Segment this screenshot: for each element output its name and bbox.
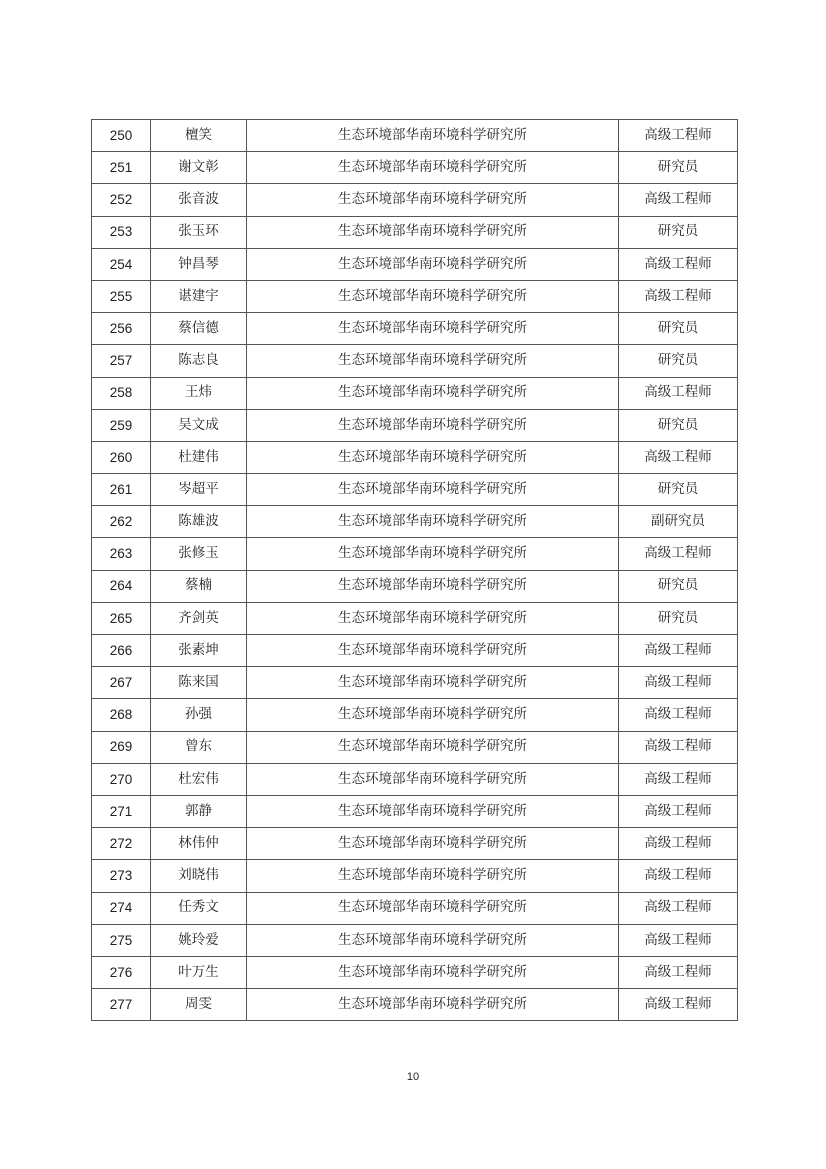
table-row (92, 538, 738, 570)
row-number: 250 (92, 120, 151, 152)
person-name: 周雯 (151, 989, 247, 1021)
row-number: 267 (92, 667, 151, 699)
professional-title: 研究员 (619, 216, 738, 248)
professional-title: 研究员 (619, 570, 738, 602)
person-name: 钟昌琴 (151, 248, 247, 280)
professional-title: 高级工程师 (619, 280, 738, 312)
table-row (92, 409, 738, 441)
professional-title: 高级工程师 (619, 441, 738, 473)
organization: 生态环境部华南环境科学研究所 (247, 667, 619, 699)
person-name: 张音波 (151, 184, 247, 216)
organization: 生态环境部华南环境科学研究所 (247, 731, 619, 763)
table-row (92, 441, 738, 473)
table-row (92, 216, 738, 248)
row-number: 268 (92, 699, 151, 731)
row-number: 272 (92, 828, 151, 860)
roster-table-body (92, 120, 738, 1021)
person-name: 曾东 (151, 731, 247, 763)
professional-title: 高级工程师 (619, 699, 738, 731)
row-number: 266 (92, 635, 151, 667)
professional-title: 研究员 (619, 345, 738, 377)
row-number: 261 (92, 474, 151, 506)
professional-title: 研究员 (619, 474, 738, 506)
person-name: 任秀文 (151, 892, 247, 924)
table-row (92, 570, 738, 602)
organization: 生态环境部华南环境科学研究所 (247, 924, 619, 956)
row-number: 255 (92, 280, 151, 312)
person-name: 谌建宇 (151, 280, 247, 312)
organization: 生态环境部华南环境科学研究所 (247, 892, 619, 924)
professional-title: 副研究员 (619, 506, 738, 538)
row-number: 273 (92, 860, 151, 892)
table-row (92, 860, 738, 892)
table-row (92, 184, 738, 216)
row-number: 275 (92, 924, 151, 956)
professional-title: 高级工程师 (619, 248, 738, 280)
professional-title: 研究员 (619, 152, 738, 184)
organization: 生态环境部华南环境科学研究所 (247, 409, 619, 441)
table-row (92, 377, 738, 409)
organization: 生态环境部华南环境科学研究所 (247, 248, 619, 280)
organization: 生态环境部华南环境科学研究所 (247, 506, 619, 538)
row-number: 253 (92, 216, 151, 248)
organization: 生态环境部华南环境科学研究所 (247, 989, 619, 1021)
organization: 生态环境部华南环境科学研究所 (247, 956, 619, 988)
organization: 生态环境部华南环境科学研究所 (247, 313, 619, 345)
professional-title: 高级工程师 (619, 635, 738, 667)
organization: 生态环境部华南环境科学研究所 (247, 635, 619, 667)
organization: 生态环境部华南环境科学研究所 (247, 377, 619, 409)
organization: 生态环境部华南环境科学研究所 (247, 828, 619, 860)
table-row (92, 795, 738, 827)
table-row (92, 120, 738, 152)
professional-title: 高级工程师 (619, 795, 738, 827)
professional-title: 高级工程师 (619, 828, 738, 860)
table-row (92, 989, 738, 1021)
table-row (92, 474, 738, 506)
person-name: 张修玉 (151, 538, 247, 570)
organization: 生态环境部华南环境科学研究所 (247, 345, 619, 377)
organization: 生态环境部华南环境科学研究所 (247, 763, 619, 795)
person-name: 孙强 (151, 699, 247, 731)
person-name: 齐剑英 (151, 602, 247, 634)
table-row (92, 667, 738, 699)
organization: 生态环境部华南环境科学研究所 (247, 120, 619, 152)
person-name: 吴文成 (151, 409, 247, 441)
row-number: 271 (92, 795, 151, 827)
row-number: 263 (92, 538, 151, 570)
table-row (92, 892, 738, 924)
organization: 生态环境部华南环境科学研究所 (247, 216, 619, 248)
row-number: 252 (92, 184, 151, 216)
table-row (92, 248, 738, 280)
table-row (92, 152, 738, 184)
organization: 生态环境部华南环境科学研究所 (247, 280, 619, 312)
row-number: 262 (92, 506, 151, 538)
organization: 生态环境部华南环境科学研究所 (247, 152, 619, 184)
person-name: 谢文彰 (151, 152, 247, 184)
table-row (92, 635, 738, 667)
person-name: 林伟仲 (151, 828, 247, 860)
person-name: 刘晓伟 (151, 860, 247, 892)
table-row (92, 506, 738, 538)
professional-title: 高级工程师 (619, 184, 738, 216)
table-row (92, 828, 738, 860)
person-name: 岑超平 (151, 474, 247, 506)
person-name: 蔡信德 (151, 313, 247, 345)
person-name: 杜建伟 (151, 441, 247, 473)
person-name: 郭静 (151, 795, 247, 827)
table-row (92, 924, 738, 956)
roster-table (91, 119, 738, 1021)
professional-title: 高级工程师 (619, 763, 738, 795)
person-name: 蔡楠 (151, 570, 247, 602)
row-number: 251 (92, 152, 151, 184)
person-name: 陈志良 (151, 345, 247, 377)
person-name: 姚玲爱 (151, 924, 247, 956)
professional-title: 研究员 (619, 313, 738, 345)
row-number: 265 (92, 602, 151, 634)
table-row (92, 345, 738, 377)
table-row (92, 313, 738, 345)
professional-title: 高级工程师 (619, 989, 738, 1021)
row-number: 257 (92, 345, 151, 377)
person-name: 陈雄波 (151, 506, 247, 538)
organization: 生态环境部华南环境科学研究所 (247, 570, 619, 602)
professional-title: 研究员 (619, 602, 738, 634)
professional-title: 高级工程师 (619, 667, 738, 699)
person-name: 陈来国 (151, 667, 247, 699)
professional-title: 高级工程师 (619, 924, 738, 956)
professional-title: 高级工程师 (619, 120, 738, 152)
organization: 生态环境部华南环境科学研究所 (247, 184, 619, 216)
row-number: 260 (92, 441, 151, 473)
professional-title: 高级工程师 (619, 956, 738, 988)
professional-title: 高级工程师 (619, 731, 738, 763)
organization: 生态环境部华南环境科学研究所 (247, 538, 619, 570)
organization: 生态环境部华南环境科学研究所 (247, 699, 619, 731)
table-row (92, 602, 738, 634)
professional-title: 高级工程师 (619, 538, 738, 570)
organization: 生态环境部华南环境科学研究所 (247, 860, 619, 892)
person-name: 檀笑 (151, 120, 247, 152)
person-name: 杜宏伟 (151, 763, 247, 795)
row-number: 254 (92, 248, 151, 280)
person-name: 王炜 (151, 377, 247, 409)
table-row (92, 763, 738, 795)
row-number: 264 (92, 570, 151, 602)
organization: 生态环境部华南环境科学研究所 (247, 795, 619, 827)
professional-title: 高级工程师 (619, 860, 738, 892)
row-number: 256 (92, 313, 151, 345)
table-row (92, 280, 738, 312)
professional-title: 高级工程师 (619, 377, 738, 409)
page-number: 10 (406, 1071, 420, 1083)
row-number: 274 (92, 892, 151, 924)
organization: 生态环境部华南环境科学研究所 (247, 474, 619, 506)
row-number: 277 (92, 989, 151, 1021)
table-row (92, 956, 738, 988)
organization: 生态环境部华南环境科学研究所 (247, 441, 619, 473)
professional-title: 研究员 (619, 409, 738, 441)
organization: 生态环境部华南环境科学研究所 (247, 602, 619, 634)
row-number: 269 (92, 731, 151, 763)
table-row (92, 699, 738, 731)
row-number: 259 (92, 409, 151, 441)
person-name: 张素坤 (151, 635, 247, 667)
row-number: 276 (92, 956, 151, 988)
person-name: 张玉环 (151, 216, 247, 248)
row-number: 270 (92, 763, 151, 795)
table-row (92, 731, 738, 763)
professional-title: 高级工程师 (619, 892, 738, 924)
row-number: 258 (92, 377, 151, 409)
person-name: 叶万生 (151, 956, 247, 988)
